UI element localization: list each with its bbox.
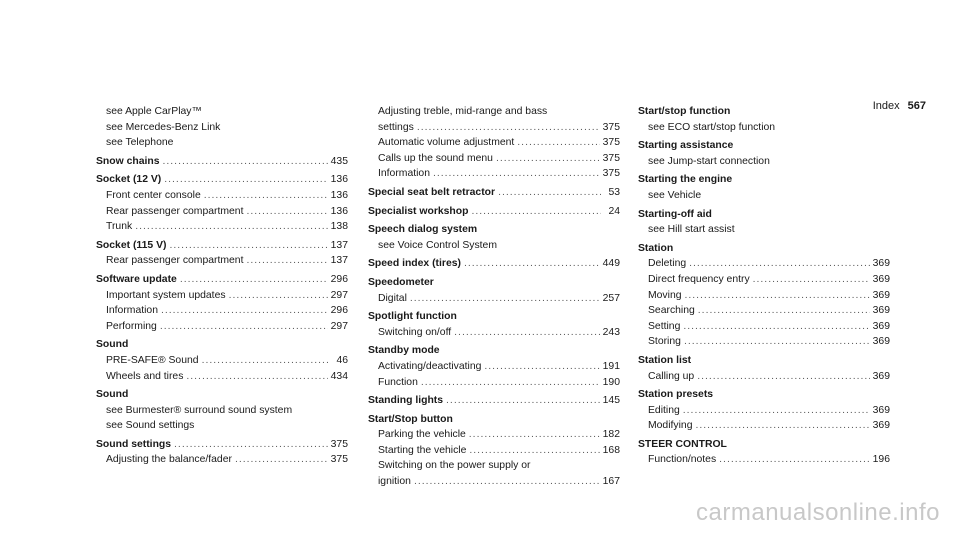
index-entry [368, 256, 620, 272]
index-subentry [368, 443, 620, 459]
page-reference[interactable]: 435 [330, 155, 348, 167]
entry-text: Specialist workshop [368, 205, 469, 217]
dot-leader [719, 452, 869, 468]
index-entry [96, 104, 348, 151]
page-reference[interactable]: 375 [602, 137, 620, 149]
index-heading [638, 241, 890, 257]
entry-text: Function/notes [648, 454, 717, 466]
entry-text: see ECO start/stop function [648, 121, 776, 133]
index-entry [96, 337, 348, 384]
index-heading [368, 204, 620, 220]
dot-leader [484, 359, 599, 375]
index-subentry [368, 135, 620, 151]
dot-leader [683, 403, 870, 419]
index-entry [368, 343, 620, 390]
entry-text: Speed index (tires) [368, 258, 461, 270]
index-heading [96, 387, 348, 403]
entry-text: PRE-SAFE® Sound [106, 354, 199, 366]
dot-leader [496, 151, 600, 167]
entry-text: Software update [96, 273, 177, 285]
page-reference[interactable]: 297 [330, 289, 348, 301]
page-reference[interactable]: 375 [602, 168, 620, 180]
index-entry [368, 204, 620, 220]
dot-leader [410, 291, 600, 307]
dot-leader [204, 188, 328, 204]
page-reference[interactable]: 53 [608, 186, 620, 198]
page-reference[interactable]: 369 [872, 320, 890, 332]
entry-text: Function [378, 376, 418, 388]
page-reference[interactable]: 296 [330, 273, 348, 285]
dot-leader [498, 185, 601, 201]
dot-leader [229, 288, 328, 304]
dot-leader [683, 319, 869, 335]
dot-leader [414, 474, 600, 490]
entry-text: Switching on/off [378, 326, 452, 338]
index-subentry [368, 375, 620, 391]
page-reference[interactable]: 369 [872, 258, 890, 270]
page-reference[interactable]: 46 [336, 354, 348, 366]
dot-leader [689, 256, 870, 272]
entry-text: Standing lights [368, 395, 444, 407]
page-reference[interactable]: 375 [330, 438, 348, 450]
index-heading [638, 104, 890, 120]
entry-text: Calling up [648, 370, 695, 382]
page-reference[interactable]: 190 [602, 376, 620, 388]
page-reference[interactable]: 243 [602, 326, 620, 338]
dot-leader [164, 172, 327, 188]
index-subentry [638, 222, 890, 238]
index-heading [96, 272, 348, 288]
entry-text: see Burmester® surround sound system [106, 404, 293, 416]
dot-leader [246, 253, 327, 269]
index-entry [96, 437, 348, 468]
entry-text: Information [106, 305, 158, 317]
entry-text: Information [378, 168, 430, 180]
page-reference[interactable]: 24 [608, 205, 620, 217]
entry-text: Automatic volume adjustment [378, 137, 515, 149]
entry-text: see Voice Control System [378, 239, 497, 251]
index-heading [96, 437, 348, 453]
dot-leader [698, 303, 870, 319]
index-subentry [368, 474, 620, 490]
entry-text: Start/stop function [638, 106, 731, 117]
index-heading [368, 275, 620, 291]
index-subentry [368, 104, 620, 120]
index-subentry [638, 319, 890, 335]
index-subentry [368, 427, 620, 443]
page-number: 567 [907, 100, 926, 112]
index-entry [638, 138, 890, 169]
dot-leader [695, 418, 869, 434]
index-entry [368, 309, 620, 340]
entry-text: Storing [648, 336, 681, 348]
index-heading [638, 353, 890, 369]
page-reference[interactable]: 136 [330, 174, 348, 186]
dot-leader [469, 443, 599, 459]
index-heading [638, 138, 890, 154]
dot-leader [161, 303, 328, 319]
index-subentry [638, 288, 890, 304]
index-subentry [638, 334, 890, 350]
index-entry [96, 272, 348, 334]
index-subentry [96, 120, 348, 136]
entry-text: Starting-off aid [638, 208, 712, 220]
entry-text: Adjusting the balance/fader [106, 454, 232, 466]
entry-text: Editing [648, 404, 680, 416]
dot-leader [433, 166, 600, 182]
index-heading [368, 309, 620, 325]
entry-text: Starting assistance [638, 140, 734, 152]
page-reference[interactable]: 369 [872, 336, 890, 348]
entry-text: see Hill start assist [648, 224, 735, 236]
index-entry [638, 172, 890, 203]
entry-text: see Apple CarPlay™ [106, 106, 202, 117]
entry-text: Snow chains [96, 155, 160, 167]
entry-text: Station list [638, 354, 692, 366]
index-entry [638, 387, 890, 434]
entry-text: Sound settings [96, 438, 172, 450]
page-reference[interactable]: 136 [330, 205, 348, 217]
entry-text: Station [638, 242, 674, 254]
index-subentry [96, 219, 348, 235]
entry-text: Rear passenger compartment [106, 255, 244, 267]
dot-leader [697, 369, 869, 385]
watermark: carmanualsonline.info [696, 499, 940, 526]
dot-leader [685, 288, 870, 304]
index-column-1 [96, 104, 348, 471]
page-reference[interactable]: 434 [330, 370, 348, 382]
index-subentry [368, 120, 620, 136]
dot-leader [753, 272, 870, 288]
dot-leader [202, 353, 329, 369]
page-reference[interactable]: 257 [602, 292, 620, 304]
index-column-3 [638, 104, 890, 471]
entry-text: Digital [378, 292, 407, 304]
entry-text: Front center console [106, 189, 201, 201]
index-entry [638, 353, 890, 384]
page-reference[interactable]: 369 [872, 420, 890, 432]
index-heading [638, 437, 890, 453]
entry-text: settings [378, 121, 414, 133]
index-subentry [96, 353, 348, 369]
index-entry [368, 185, 620, 201]
entry-text: ignition [378, 476, 411, 488]
index-entry [638, 207, 890, 238]
index-subentry [368, 325, 620, 341]
dot-leader [235, 452, 328, 468]
index-heading [638, 207, 890, 223]
dot-leader [469, 427, 600, 443]
entry-text: Adjusting treble, mid-range and bass [378, 106, 548, 117]
entry-text: Spotlight function [368, 311, 457, 323]
index-subentry [638, 452, 890, 468]
index-entry [96, 172, 348, 234]
index-heading [96, 337, 348, 353]
dot-leader [517, 135, 599, 151]
index-heading [368, 343, 620, 359]
index-entry [96, 387, 348, 434]
dot-leader [174, 437, 328, 453]
index-heading [638, 387, 890, 403]
entry-text: Rear passenger compartment [106, 205, 244, 217]
index-subentry [368, 166, 620, 182]
page-reference[interactable]: 296 [330, 305, 348, 317]
dot-leader [163, 154, 328, 170]
index-subentry [368, 238, 620, 254]
index-subentry [638, 154, 890, 170]
page-reference[interactable]: 375 [330, 454, 348, 466]
entry-text: see Vehicle [648, 189, 702, 201]
index-subentry [96, 403, 348, 419]
dot-leader [135, 219, 327, 235]
page-reference[interactable]: 168 [602, 444, 620, 456]
page-reference[interactable]: 375 [602, 121, 620, 133]
index-entry [96, 154, 348, 170]
entry-text: see Jump-start connection [648, 155, 770, 167]
index-entry [368, 104, 620, 182]
index-subentry [96, 253, 348, 269]
page-reference[interactable]: 196 [872, 454, 890, 466]
index-heading [96, 238, 348, 254]
index-subentry [96, 288, 348, 304]
index-subentry [638, 418, 890, 434]
entry-text: Sound [96, 339, 129, 351]
index-subentry [638, 256, 890, 272]
index-subentry [96, 135, 348, 151]
entry-text: Standby mode [368, 345, 440, 357]
page-reference[interactable]: 145 [602, 395, 620, 407]
entry-text: Socket (12 V) [96, 174, 162, 186]
entry-text: Starting the engine [638, 174, 733, 186]
index-subentry [96, 418, 348, 434]
entry-text: Start/Stop button [368, 413, 453, 425]
entry-text: see Telephone [106, 137, 174, 149]
index-subentry [96, 188, 348, 204]
entry-text: Speech dialog system [368, 224, 478, 236]
dot-leader [454, 325, 599, 341]
index-subentry [368, 359, 620, 375]
dot-leader [421, 375, 600, 391]
index-subentry [96, 452, 348, 468]
entry-text: Setting [648, 320, 681, 332]
index-heading [368, 256, 620, 272]
index-entry [368, 412, 620, 490]
dot-leader [471, 204, 601, 220]
index-heading [96, 154, 348, 170]
index-heading [638, 172, 890, 188]
index-entry [638, 104, 890, 135]
entry-text: Wheels and tires [106, 370, 184, 382]
entry-text: Deleting [648, 258, 687, 270]
index-subentry [638, 403, 890, 419]
page-reference[interactable]: 191 [602, 360, 620, 372]
index-heading [368, 185, 620, 201]
page-reference[interactable]: 369 [872, 289, 890, 301]
page-reference[interactable]: 137 [330, 255, 348, 267]
dot-leader [464, 256, 600, 272]
index-label: Index [872, 100, 900, 112]
index-subentry [96, 204, 348, 220]
page-reference[interactable]: 138 [330, 221, 348, 233]
index-subentry [368, 151, 620, 167]
page-reference[interactable]: 369 [872, 273, 890, 285]
entry-text: STEER CONTROL [638, 438, 727, 450]
index-subentry [638, 120, 890, 136]
page-reference[interactable]: 375 [602, 152, 620, 164]
index-subentry [96, 369, 348, 385]
page-reference[interactable]: 449 [602, 258, 620, 270]
entry-text: Socket (115 V) [96, 239, 167, 251]
entry-text: Speedometer [368, 276, 434, 288]
index-entry [368, 222, 620, 253]
index-subentry [96, 303, 348, 319]
index-subentry [368, 458, 620, 474]
dot-leader [169, 238, 327, 254]
page-reference[interactable]: 297 [330, 320, 348, 332]
index-heading [96, 172, 348, 188]
index-subentry [638, 303, 890, 319]
entry-text: Sound [96, 389, 129, 401]
page-reference[interactable]: 167 [602, 476, 620, 488]
dot-leader [417, 120, 600, 136]
dot-leader [246, 204, 327, 220]
page-reference[interactable]: 136 [330, 189, 348, 201]
dot-leader [446, 393, 600, 409]
dot-leader [186, 369, 327, 385]
dot-leader [684, 334, 870, 350]
entry-text: Parking the vehicle [378, 429, 466, 441]
index-subentry [638, 272, 890, 288]
index-subentry [96, 319, 348, 335]
entry-text: Trunk [106, 221, 133, 233]
entry-text: Moving [648, 289, 682, 301]
page-reference[interactable]: 369 [872, 305, 890, 317]
entry-text: Activating/deactivating [378, 360, 482, 372]
index-subentry [96, 104, 348, 120]
dot-leader [180, 272, 328, 288]
index-subentry [368, 291, 620, 307]
entry-text: Starting the vehicle [378, 444, 467, 456]
index-entry [96, 238, 348, 269]
entry-text: Special seat belt retractor [368, 186, 496, 198]
page-reference[interactable]: 369 [872, 370, 890, 382]
index-column-2 [368, 104, 620, 493]
index-heading [368, 393, 620, 409]
index-entry [368, 393, 620, 409]
page-reference[interactable]: 369 [872, 404, 890, 416]
entry-text: see Sound settings [106, 420, 195, 432]
entry-text: see Mercedes-Benz Link [106, 121, 221, 133]
entry-text: Modifying [648, 420, 693, 432]
entry-text: Important system updates [106, 289, 226, 301]
entry-text: Calls up the sound menu [378, 152, 493, 164]
index-entry [368, 275, 620, 306]
entry-text: Station presets [638, 389, 714, 401]
index-entry [638, 241, 890, 350]
index-subentry [638, 369, 890, 385]
entry-text: Direct frequency entry [648, 273, 750, 285]
index-entry [638, 437, 890, 468]
page-reference[interactable]: 137 [330, 239, 348, 251]
entry-text: Performing [106, 320, 157, 332]
index-subentry [638, 188, 890, 204]
page-reference[interactable]: 182 [602, 429, 620, 441]
entry-text: Switching on the power supply or [378, 460, 531, 472]
entry-text: Searching [648, 305, 695, 317]
dot-leader [160, 319, 328, 335]
index-heading [368, 222, 620, 238]
index-heading [368, 412, 620, 428]
